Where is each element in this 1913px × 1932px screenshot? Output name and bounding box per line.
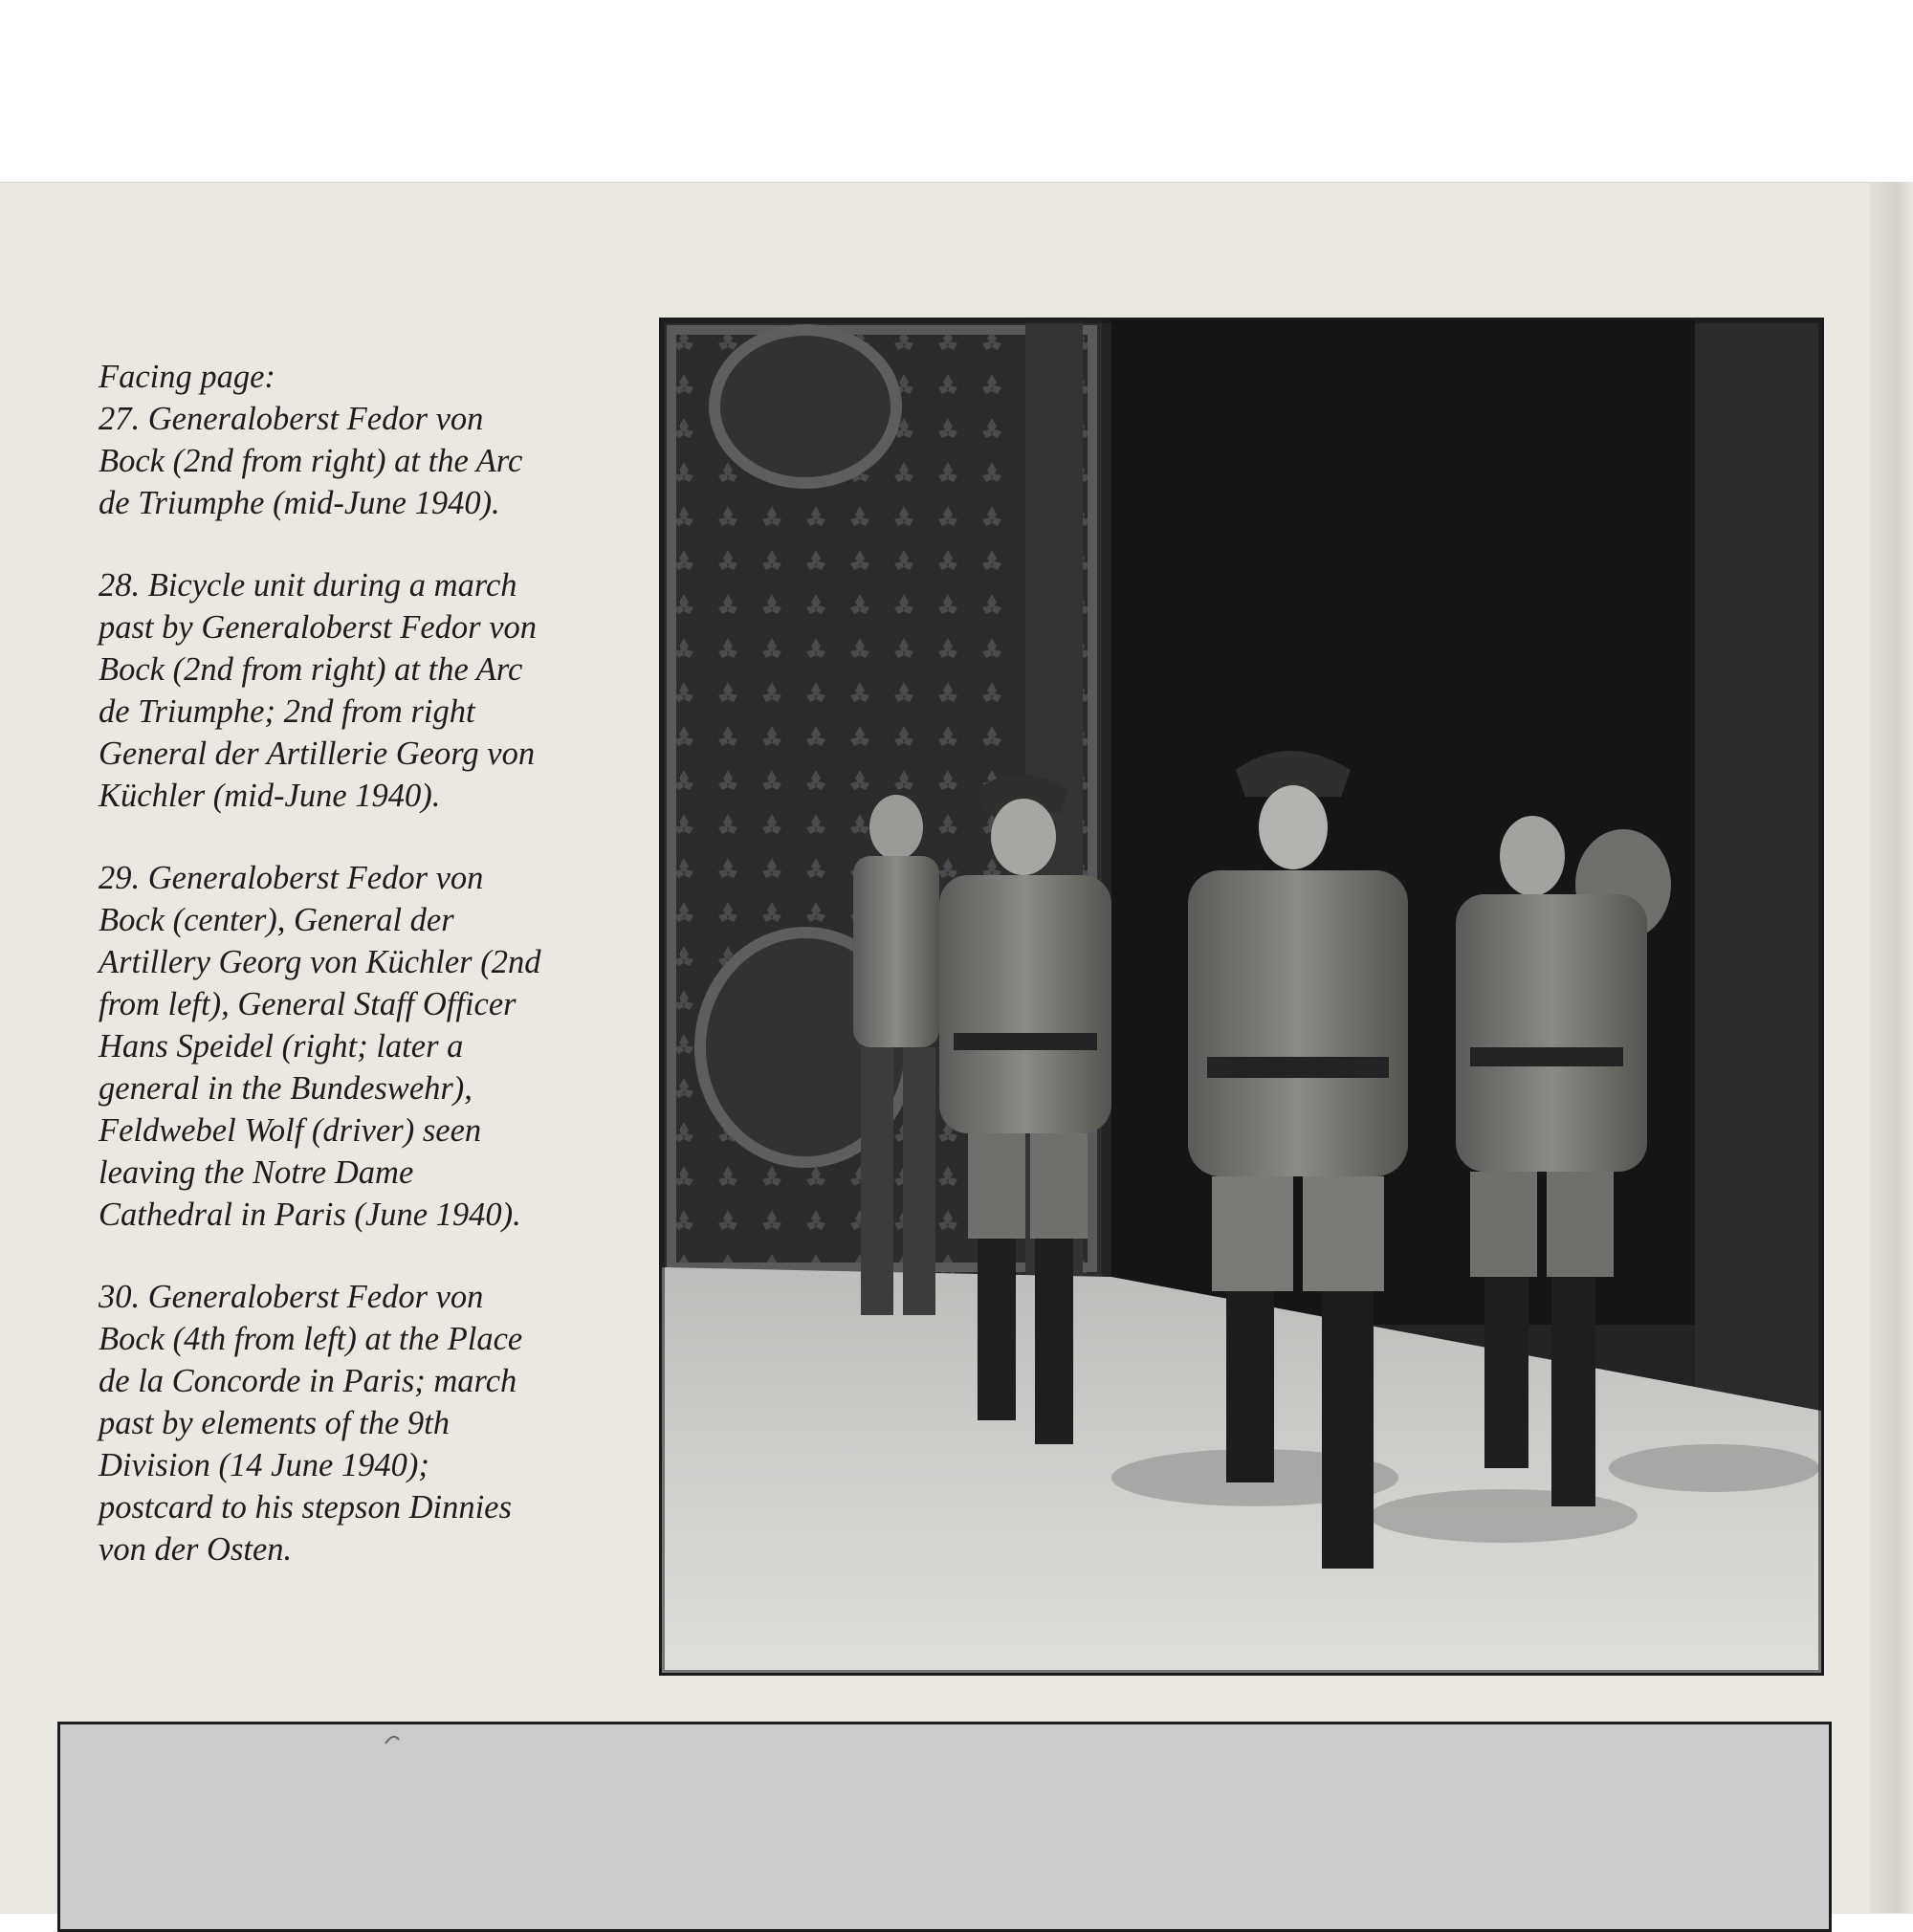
caption-column xyxy=(99,314,634,1611)
caption-heading-text: Facing page: xyxy=(99,359,275,395)
caption-29: 29. Generaloberst Fedor von Bock (center), General der Artillery Georg von Küchler (2nd from left), General Staff Officer Hans Speidel (right; later a general in the Bundeswehr), Feldwebel Wolf (driver) seen leaving the Notre Dame Cathedral in Paris (June 1940). xyxy=(99,860,541,1233)
photo-bottom-illustration xyxy=(60,1724,1829,1929)
page-edge xyxy=(1870,182,1913,1913)
photo-officers-leaving-cathedral xyxy=(659,318,1824,1676)
caption-30: 30. Generaloberst Fedor von Bock (4th from left) at the Place de la Concorde in Paris; march past by elements of the 9th Division (14 June 1940); postcard to his stepson Dinnies von der Osten. xyxy=(99,1279,523,1568)
caption-heading xyxy=(99,314,634,398)
caption-27: 27. Generaloberst Fedor von Bock (2nd from right) at the Arc de Triumphe (mid-June 1940). xyxy=(99,401,523,521)
photo-place-de-la-concorde xyxy=(57,1722,1832,1932)
caption-28: 28. Bicycle unit during a march past by Generaloberst Fedor von Bock (2nd from right) at the Arc de Triumphe; 2nd from right General der Artillerie Georg von Küchler (mid-June 1940). xyxy=(99,567,538,814)
photo-illustration xyxy=(662,320,1821,1673)
